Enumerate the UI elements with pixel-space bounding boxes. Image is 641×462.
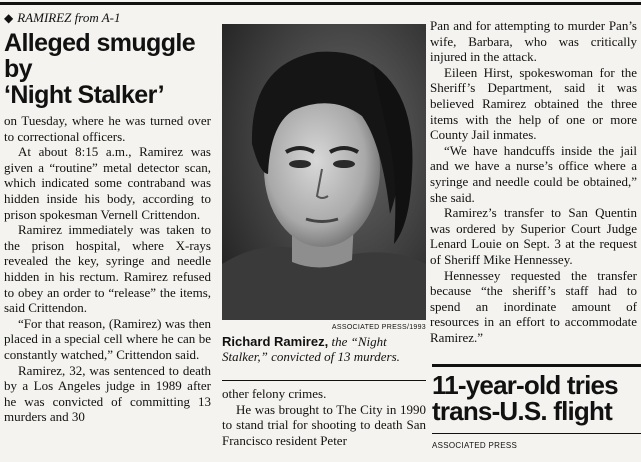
paragraph: other felony crimes. xyxy=(222,386,327,401)
photo-credit: ASSOCIATED PRESS/1993 xyxy=(331,324,426,331)
paragraph: Hennessey requested the transfer because “the sheriff’s staff had to spend an inordinate amount of resources in an effort to accommodate Ramirez.” xyxy=(430,267,637,345)
paragraph: “For that reason, (Ramirez) was then placed in a special cell where he can be constantly watched,” Crittendon said. xyxy=(4,315,211,362)
caption-text: the “Night Stalker,” convicted of 13 murders. xyxy=(222,334,400,364)
paragraph: “We have handcuffs inside the jail and we have a nurse’s office where a syringe and needle could be obtained,” she said. xyxy=(430,142,637,205)
jump-line-text: RAMIREZ from A-1 xyxy=(17,10,121,25)
paragraph: on Tuesday, where he was turned over to correctional officers. xyxy=(4,113,211,144)
paragraph: Ramirez, 32, was sentenced to death by a Los Angeles judge in 1989 after he was convicted of committing 13 murders and 30 xyxy=(4,362,211,425)
photo-caption xyxy=(222,334,426,364)
paragraph: Ramirez’s transfer to San Quentin was ordered by Superior Court Judge Lenard Louie on Sept. 3 at the request of Sheriff Mike Hennessey. xyxy=(430,205,637,267)
column-1 xyxy=(0,6,215,425)
box-credit: ASSOCIATED PRESS xyxy=(432,441,518,450)
paragraph: Ramirez immediately was taken to the prison hospital, where X-rays revealed the key, syringe and needle hidden in his rectum. Ramirez refused to obey an order to “release” the items, said Crittendon. xyxy=(4,222,211,316)
portrait-icon xyxy=(222,24,426,320)
top-rule xyxy=(0,2,641,5)
portrait-photo xyxy=(222,24,426,320)
box-headline xyxy=(432,372,641,424)
caption-name: Richard Ramirez, xyxy=(222,334,329,349)
box-rule-thin xyxy=(432,433,641,434)
headline-line-1: Alleged smuggle by xyxy=(4,29,196,83)
paragraph: At about 8:15 a.m., Ramirez was given a “routine” metal detector scan, which indicated some contraband was hidden inside his body, according to prison spokesman Vernell Crittendon. xyxy=(4,144,211,222)
paragraph: He was brought to The City in 1990 to stand trial for shooting to death San Francisco resident Peter xyxy=(222,401,426,448)
column-3-body xyxy=(430,18,637,345)
headline-line-2: ‘Night Stalker’ xyxy=(4,81,165,109)
jump-line xyxy=(4,10,215,26)
column-1-body xyxy=(4,113,211,425)
diamond-icon: ◆ xyxy=(4,11,14,25)
headline xyxy=(4,30,215,108)
box-rule-thick xyxy=(432,364,641,367)
column-2-body xyxy=(222,386,426,448)
caption-rule xyxy=(222,380,426,381)
box-headline-line-1: 11-year-old tries xyxy=(432,370,618,400)
paragraph: Eileen Hirst, spokeswoman for the Sheriff’s Department, said it was believed Ramirez obtained the three items with the help of one or more County Jail inmates. xyxy=(430,64,637,143)
box-headline-line-2: trans-U.S. flight xyxy=(432,396,612,426)
paragraph: Pan and for attempting to murder Pan’s wife, Barbara, who was critically injured in the attack. xyxy=(430,18,637,65)
